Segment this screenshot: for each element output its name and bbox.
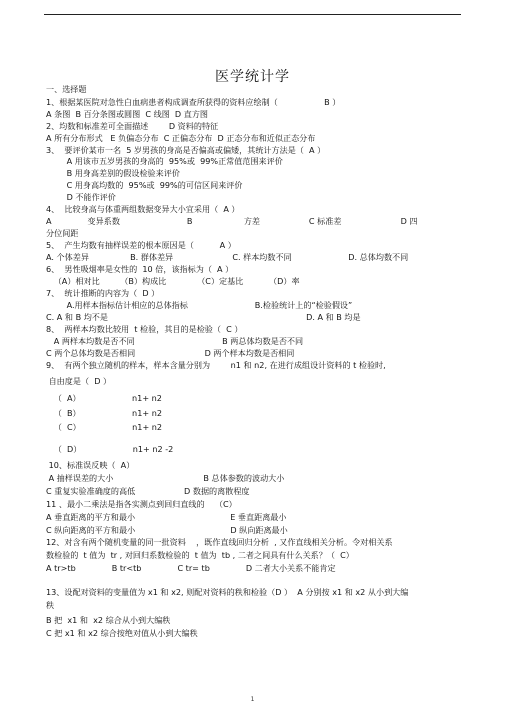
page-number: 1	[250, 696, 255, 703]
text-line: 2、均数和标准差可全面描述 D 资料的特征	[46, 121, 219, 131]
text-line: C. A 和 B 均不是 D. A 和 B 均是	[46, 312, 361, 322]
text-line: 数检验的 t 值为 tr , 对回归系数检验的 t 值为 tb , 二者之间具有什么关系？（ C）	[46, 550, 354, 560]
text-line: 秩	[46, 600, 55, 610]
text-line: A.用样本指标估计相应的总体指标 B.检验统计上的“检验假设”	[46, 300, 353, 310]
text-line: C 用身高均数的 95%或 99%的可信区间来评价	[46, 180, 243, 190]
text-line: （ C） n1+ n2	[46, 422, 163, 432]
page-title: 医学统计学	[215, 69, 290, 85]
text-line: A. 个体差异 B. 群体差异 C. 样本均数不同 D. 总体均数不同	[46, 252, 409, 262]
text-line: B 用身高差别的假设检验来评价	[46, 168, 180, 178]
text-line: A 两样本均数是否不同 B 两总体均数是否不同	[46, 336, 304, 346]
text-line: A 用该市五岁男孩的身高的 95%或 99%正常值范围来评价	[46, 156, 283, 166]
header-rule	[44, 14, 461, 15]
text-line: C 两个总体均数是否相同 D 两个样本均数是否相同	[46, 348, 295, 358]
text-line: 10、标准误反映（ A）	[46, 460, 135, 470]
text-line: 8、 两样本均数比较用 t 检验，其目的是检验（ C ）	[46, 324, 243, 334]
text-line: （ B） n1+ n2	[46, 408, 162, 418]
text-line: 6、 男性吸烟率是女性的 10 倍，该指标为（ A ）	[46, 264, 234, 274]
text-line: 7、 统计推断的内容为（ D ）	[46, 288, 160, 298]
text-line: A 抽样误差的大小 B 总体参数的波动大小	[46, 473, 285, 483]
text-line: C 把 x1 和 x2 综合按绝对值从小到大编秩	[46, 628, 198, 638]
text-line: A 所有分布形式 E 负偏态分布 C 正偏态分布 D 正态分布和近似正态分布	[46, 133, 316, 143]
text-line: B 把 x1 和 x2 综合从小到大编秩	[46, 615, 171, 625]
text-line: 12、对含有两个随机变量的同一批资料 ，既作直线回归分析 , 又作直线相关分析。令对相关系	[46, 537, 393, 547]
text-line: C 重复实验准确度的高低 D 数据的离散程度	[46, 486, 250, 496]
text-line: （ D） n1+ n2 -2	[46, 444, 174, 454]
text-line: 11 、最小二乘法是指各实测点到回归直线的 （C）	[46, 499, 237, 509]
text-line: （ A） n1+ n2	[46, 393, 162, 403]
text-line: 5、 产生均数有抽样误差的根本原因是（ A ）	[46, 240, 236, 250]
text-line: 1、根据某医院对急性白血病患者构成调查所获得的资料应绘制（ B ）	[46, 97, 341, 107]
text-line: A 变异系数 B 方差 C 标准差 D 四	[46, 216, 418, 226]
text-line: 自由度是（ D ）	[46, 376, 112, 386]
text-line: 9、 有两个独立随机的样本，样本含量分别为 n1 和 n2, 在进行成组设计资料的 t 检验时,	[46, 360, 386, 370]
text-line: A tr>tb B tr<tb C tr= tb D 二者大小关系不能肯定	[46, 563, 336, 573]
text-line: D 不能作评价	[46, 192, 116, 202]
text-line: A 条图 B 百分条图或圆图 C 线图 D 直方图	[46, 109, 209, 119]
text-line: C 纵向距离的平方和最小 D 纵向距离最小	[46, 525, 288, 535]
text-line: 分位间距	[46, 228, 79, 238]
text-line: 3、 要评价某市一名 5 岁男孩的身高是否偏高或偏矮，其统计方法是（ A ）	[46, 145, 326, 155]
section-heading: 一、选择题	[46, 84, 87, 94]
text-line: 4、 比较身高与体重两组数据变异大小宜采用（ A ）	[46, 204, 240, 214]
text-line: （A）相对比 （B）构成比 （C）定基比 （D）率	[46, 276, 300, 286]
text-line: 13、设配对资料的变量值为 x1 和 x2, 则配对资料的秩和检验（D ） A 分别按 x1 和 x2 从小到大编	[46, 587, 409, 597]
text-line: A 垂直距离的平方和最小 E 垂直距离最小	[46, 512, 287, 522]
